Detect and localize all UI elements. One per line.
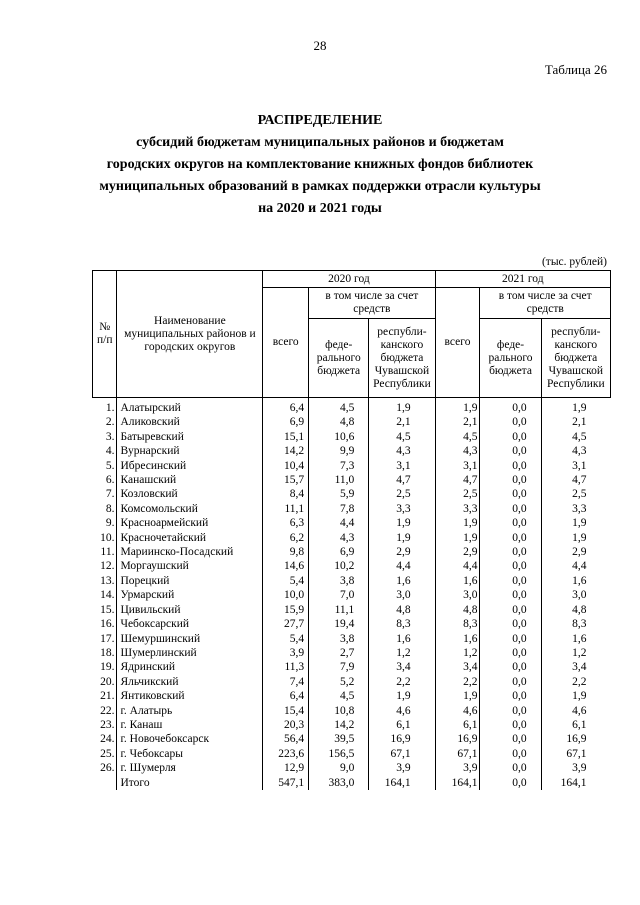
table-row <box>93 531 611 545</box>
cell-name: Батыревский <box>117 430 263 444</box>
cell-name: г. Чебоксары <box>117 747 263 761</box>
table-row <box>93 603 611 617</box>
cell-t21: 2,2 <box>435 675 480 689</box>
cell-r20: 4,8 <box>369 603 435 617</box>
cell-f20: 39,5 <box>309 732 369 746</box>
cell-t20: 5,4 <box>263 574 309 588</box>
cell-name: Моргаушский <box>117 559 263 573</box>
cell-t21: 4,5 <box>435 430 480 444</box>
cell-name: Аликовский <box>117 415 263 429</box>
cell-t21: 1,6 <box>435 574 480 588</box>
table-row <box>93 732 611 746</box>
cell-t20: 6,9 <box>263 415 309 429</box>
cell-r21: 2,1 <box>541 415 610 429</box>
units-label: (тыс. рублей) <box>541 256 607 268</box>
cell-t20: 15,1 <box>263 430 309 444</box>
cell-r21: 8,3 <box>541 617 610 631</box>
table-row <box>93 761 611 775</box>
cell-t20: 6,4 <box>263 689 309 703</box>
cell-no: 10. <box>93 531 117 545</box>
cell-t20: 12,9 <box>263 761 309 775</box>
title-line: городских округов на комплектование книжных фондов библиотек <box>106 157 534 172</box>
cell-t21: 4,4 <box>435 559 480 573</box>
header-including-2020: в том числе за счет средств <box>309 288 435 319</box>
cell-f21: 0,0 <box>480 747 541 761</box>
cell-f20: 3,8 <box>309 574 369 588</box>
cell-t20: 10,0 <box>263 588 309 602</box>
cell-f21: 0,0 <box>480 732 541 746</box>
cell-f20: 7,0 <box>309 588 369 602</box>
cell-t21: 6,1 <box>435 718 480 732</box>
cell-f20: 11,1 <box>309 603 369 617</box>
cell-r20: 2,2 <box>369 675 435 689</box>
cell-f20: 7,9 <box>309 660 369 674</box>
cell-f21: 0,0 <box>480 617 541 631</box>
cell-r20: 4,6 <box>369 704 435 718</box>
cell-r20: 1,9 <box>369 398 435 416</box>
table-row <box>93 502 611 516</box>
cell-r21: 67,1 <box>541 747 610 761</box>
cell-name: г. Шумерля <box>117 761 263 775</box>
cell-f21: 0,0 <box>480 588 541 602</box>
cell-f20: 6,9 <box>309 545 369 559</box>
cell-no: 17. <box>93 632 117 646</box>
cell-r20: 2,5 <box>369 487 435 501</box>
cell-f21: 0,0 <box>480 632 541 646</box>
cell-t21: 4,7 <box>435 473 480 487</box>
table-row <box>93 559 611 573</box>
cell-no: 12. <box>93 559 117 573</box>
cell-f21: 0,0 <box>480 574 541 588</box>
cell-t20: 20,3 <box>263 718 309 732</box>
cell-f21: 0,0 <box>480 660 541 674</box>
cell-t21: 2,9 <box>435 545 480 559</box>
header-federal-2021: феде-рального бюджета <box>480 319 541 398</box>
cell-r21: 2,2 <box>541 675 610 689</box>
cell-f21: 0,0 <box>480 415 541 429</box>
table-row <box>93 718 611 732</box>
title-line: муниципальных образований в рамках поддержки отрасли культуры <box>99 179 541 194</box>
cell-f20: 5,2 <box>309 675 369 689</box>
cell-t20: 8,4 <box>263 487 309 501</box>
cell-f21: 0,0 <box>480 487 541 501</box>
table-row <box>93 646 611 660</box>
cell-t20: 56,4 <box>263 732 309 746</box>
cell-f20: 9,0 <box>309 761 369 775</box>
cell-f20: 156,5 <box>309 747 369 761</box>
cell-name: Красночетайский <box>117 531 263 545</box>
cell-t21: 2,5 <box>435 487 480 501</box>
cell-r21: 1,9 <box>541 531 610 545</box>
cell-no: 4. <box>93 444 117 458</box>
cell-r21: 2,5 <box>541 487 610 501</box>
cell-r21: 1,9 <box>541 398 610 416</box>
cell-f20: 4,5 <box>309 689 369 703</box>
cell-no: 2. <box>93 415 117 429</box>
cell-f20: 9,9 <box>309 444 369 458</box>
cell-r21: 1,6 <box>541 632 610 646</box>
title-line: РАСПРЕДЕЛЕНИЕ <box>257 113 383 128</box>
cell-f21: 0,0 <box>480 545 541 559</box>
cell-name: Шемуршинский <box>117 632 263 646</box>
table-row <box>93 444 611 458</box>
cell-r20: 3,0 <box>369 588 435 602</box>
cell-r20: 6,1 <box>369 718 435 732</box>
cell-f20: 5,9 <box>309 487 369 501</box>
cell-r21: 3,3 <box>541 502 610 516</box>
cell-r20: 1,6 <box>369 632 435 646</box>
cell-f21: 0,0 <box>480 603 541 617</box>
cell-f21: 0,0 <box>480 675 541 689</box>
cell-no: 11. <box>93 545 117 559</box>
cell-t20: 9,8 <box>263 545 309 559</box>
cell-name: г. Канаш <box>117 718 263 732</box>
cell-name: Чебоксарский <box>117 617 263 631</box>
subsidy-table <box>92 270 611 790</box>
table-row <box>93 675 611 689</box>
title-line: субсидий бюджетам муниципальных районов и бюджетам <box>136 135 504 150</box>
table-row <box>93 704 611 718</box>
table-row <box>93 415 611 429</box>
cell-t20: 223,6 <box>263 747 309 761</box>
cell-r20: 16,9 <box>369 732 435 746</box>
cell-r21: 4,4 <box>541 559 610 573</box>
cell-no: 5. <box>93 459 117 473</box>
cell-f21: 0,0 <box>480 516 541 530</box>
cell-t21: 3,1 <box>435 459 480 473</box>
cell-name: Янтиковский <box>117 689 263 703</box>
cell-no: 26. <box>93 761 117 775</box>
cell-r20: 67,1 <box>369 747 435 761</box>
table-row <box>93 459 611 473</box>
cell-t20: 15,9 <box>263 603 309 617</box>
cell-t21: 67,1 <box>435 747 480 761</box>
cell-f20: 4,3 <box>309 531 369 545</box>
header-year-2021: 2021 год <box>435 271 610 288</box>
cell-r20: 3,4 <box>369 660 435 674</box>
cell-no: 8. <box>93 502 117 516</box>
table-row <box>93 487 611 501</box>
cell-t20: 11,1 <box>263 502 309 516</box>
cell-f20: 4,5 <box>309 398 369 416</box>
cell-name: г. Алатырь <box>117 704 263 718</box>
header-federal-2020: феде-рального бюджета <box>309 319 369 398</box>
cell-f21: 0,0 <box>480 776 541 790</box>
cell-t21: 1,6 <box>435 632 480 646</box>
cell-no: 25. <box>93 747 117 761</box>
cell-f21: 0,0 <box>480 531 541 545</box>
cell-t20: 6,3 <box>263 516 309 530</box>
cell-r21: 4,5 <box>541 430 610 444</box>
cell-t20: 14,2 <box>263 444 309 458</box>
cell-r20: 4,3 <box>369 444 435 458</box>
cell-r21: 2,9 <box>541 545 610 559</box>
cell-t21: 3,4 <box>435 660 480 674</box>
cell-t20: 6,2 <box>263 531 309 545</box>
table-row <box>93 776 611 790</box>
cell-r21: 3,9 <box>541 761 610 775</box>
cell-f21: 0,0 <box>480 704 541 718</box>
cell-r20: 1,9 <box>369 689 435 703</box>
cell-r21: 4,3 <box>541 444 610 458</box>
cell-f20: 7,3 <box>309 459 369 473</box>
cell-f21: 0,0 <box>480 646 541 660</box>
cell-t20: 10,4 <box>263 459 309 473</box>
cell-no: 16. <box>93 617 117 631</box>
cell-r21: 164,1 <box>541 776 610 790</box>
cell-r20: 2,1 <box>369 415 435 429</box>
cell-r21: 4,6 <box>541 704 610 718</box>
cell-r20: 4,4 <box>369 559 435 573</box>
cell-no: 3. <box>93 430 117 444</box>
header-no: № п/п <box>93 271 117 398</box>
cell-r20: 164,1 <box>369 776 435 790</box>
cell-t21: 1,9 <box>435 531 480 545</box>
cell-name: Канашский <box>117 473 263 487</box>
cell-no: 13. <box>93 574 117 588</box>
table-row <box>93 398 611 416</box>
cell-f21: 0,0 <box>480 689 541 703</box>
table-body <box>93 398 611 790</box>
table-row <box>93 632 611 646</box>
cell-t21: 4,3 <box>435 444 480 458</box>
document-title <box>0 110 640 220</box>
cell-r20: 2,9 <box>369 545 435 559</box>
cell-no: 1. <box>93 398 117 416</box>
header-year-2020: 2020 год <box>263 271 435 288</box>
cell-name: Вурнарский <box>117 444 263 458</box>
cell-r21: 3,4 <box>541 660 610 674</box>
cell-name: Ибресинский <box>117 459 263 473</box>
cell-no <box>93 776 117 790</box>
table-row <box>93 574 611 588</box>
page-number: 28 <box>313 38 327 53</box>
cell-no: 6. <box>93 473 117 487</box>
cell-name: Итого <box>117 776 263 790</box>
cell-t20: 15,4 <box>263 704 309 718</box>
cell-name: Комсомольский <box>117 502 263 516</box>
cell-r20: 3,9 <box>369 761 435 775</box>
table-label: Таблица 26 <box>544 62 607 77</box>
table-row <box>93 747 611 761</box>
cell-f21: 0,0 <box>480 444 541 458</box>
cell-name: Козловский <box>117 487 263 501</box>
table-row <box>93 473 611 487</box>
cell-name: Яльчикский <box>117 675 263 689</box>
cell-no: 20. <box>93 675 117 689</box>
table-row <box>93 660 611 674</box>
cell-f21: 0,0 <box>480 398 541 416</box>
cell-f20: 2,7 <box>309 646 369 660</box>
cell-t20: 5,4 <box>263 632 309 646</box>
cell-f20: 383,0 <box>309 776 369 790</box>
cell-f21: 0,0 <box>480 473 541 487</box>
cell-name: Урмарский <box>117 588 263 602</box>
header-name: Наименование муниципальных районов и городских округов <box>117 271 263 398</box>
cell-r20: 1,6 <box>369 574 435 588</box>
cell-t21: 1,2 <box>435 646 480 660</box>
header-total-2021: всего <box>435 288 480 398</box>
cell-r21: 1,2 <box>541 646 610 660</box>
cell-f20: 10,8 <box>309 704 369 718</box>
cell-t21: 2,1 <box>435 415 480 429</box>
cell-f21: 0,0 <box>480 761 541 775</box>
cell-f20: 4,8 <box>309 415 369 429</box>
cell-no: 19. <box>93 660 117 674</box>
table-row <box>93 516 611 530</box>
cell-no: 23. <box>93 718 117 732</box>
title-line: на 2020 и 2021 годы <box>258 201 382 216</box>
cell-name: Мариинско-Посадский <box>117 545 263 559</box>
cell-r21: 16,9 <box>541 732 610 746</box>
cell-f21: 0,0 <box>480 459 541 473</box>
cell-t20: 3,9 <box>263 646 309 660</box>
cell-t21: 8,3 <box>435 617 480 631</box>
cell-f20: 11,0 <box>309 473 369 487</box>
cell-f20: 3,8 <box>309 632 369 646</box>
cell-t20: 11,3 <box>263 660 309 674</box>
cell-name: Шумерлинский <box>117 646 263 660</box>
cell-f20: 14,2 <box>309 718 369 732</box>
cell-f20: 10,2 <box>309 559 369 573</box>
header-total-2020: всего <box>263 288 309 398</box>
cell-t20: 7,4 <box>263 675 309 689</box>
cell-r21: 6,1 <box>541 718 610 732</box>
table-row <box>93 430 611 444</box>
cell-name: Цивильский <box>117 603 263 617</box>
cell-no: 7. <box>93 487 117 501</box>
header-republic-2020: республи-канского бюджета Чувашской Республики <box>369 319 435 398</box>
cell-f20: 10,6 <box>309 430 369 444</box>
cell-t20: 6,4 <box>263 398 309 416</box>
cell-r20: 4,7 <box>369 473 435 487</box>
cell-f21: 0,0 <box>480 718 541 732</box>
cell-r20: 3,1 <box>369 459 435 473</box>
cell-r21: 3,0 <box>541 588 610 602</box>
cell-t21: 4,6 <box>435 704 480 718</box>
cell-r21: 3,1 <box>541 459 610 473</box>
cell-t21: 1,9 <box>435 398 480 416</box>
cell-t20: 547,1 <box>263 776 309 790</box>
cell-no: 18. <box>93 646 117 660</box>
cell-r20: 1,9 <box>369 516 435 530</box>
cell-r21: 4,8 <box>541 603 610 617</box>
cell-name: Ядринский <box>117 660 263 674</box>
cell-f21: 0,0 <box>480 559 541 573</box>
cell-t21: 4,8 <box>435 603 480 617</box>
cell-f20: 7,8 <box>309 502 369 516</box>
cell-r20: 3,3 <box>369 502 435 516</box>
cell-name: Алатырский <box>117 398 263 416</box>
table-row <box>93 545 611 559</box>
cell-r20: 4,5 <box>369 430 435 444</box>
cell-no: 9. <box>93 516 117 530</box>
cell-f21: 0,0 <box>480 502 541 516</box>
table-row <box>93 588 611 602</box>
cell-name: г. Новочебоксарск <box>117 732 263 746</box>
header-including-2021: в том числе за счет средств <box>480 288 611 319</box>
cell-t21: 164,1 <box>435 776 480 790</box>
cell-f20: 4,4 <box>309 516 369 530</box>
table-row <box>93 689 611 703</box>
cell-t21: 1,9 <box>435 516 480 530</box>
cell-r21: 1,9 <box>541 689 610 703</box>
cell-t20: 27,7 <box>263 617 309 631</box>
cell-t21: 1,9 <box>435 689 480 703</box>
cell-name: Порецкий <box>117 574 263 588</box>
cell-f20: 19,4 <box>309 617 369 631</box>
cell-no: 15. <box>93 603 117 617</box>
cell-t21: 16,9 <box>435 732 480 746</box>
cell-t21: 3,9 <box>435 761 480 775</box>
cell-t21: 3,3 <box>435 502 480 516</box>
cell-t21: 3,0 <box>435 588 480 602</box>
cell-no: 14. <box>93 588 117 602</box>
table-row <box>93 617 611 631</box>
cell-r21: 1,6 <box>541 574 610 588</box>
header-republic-2021: республи-канского бюджета Чувашской Республики <box>541 319 610 398</box>
cell-r21: 1,9 <box>541 516 610 530</box>
cell-name: Красноармейский <box>117 516 263 530</box>
cell-no: 22. <box>93 704 117 718</box>
cell-no: 24. <box>93 732 117 746</box>
cell-r20: 8,3 <box>369 617 435 631</box>
cell-r20: 1,9 <box>369 531 435 545</box>
cell-r21: 4,7 <box>541 473 610 487</box>
cell-t20: 14,6 <box>263 559 309 573</box>
cell-r20: 1,2 <box>369 646 435 660</box>
cell-t20: 15,7 <box>263 473 309 487</box>
cell-no: 21. <box>93 689 117 703</box>
cell-f21: 0,0 <box>480 430 541 444</box>
